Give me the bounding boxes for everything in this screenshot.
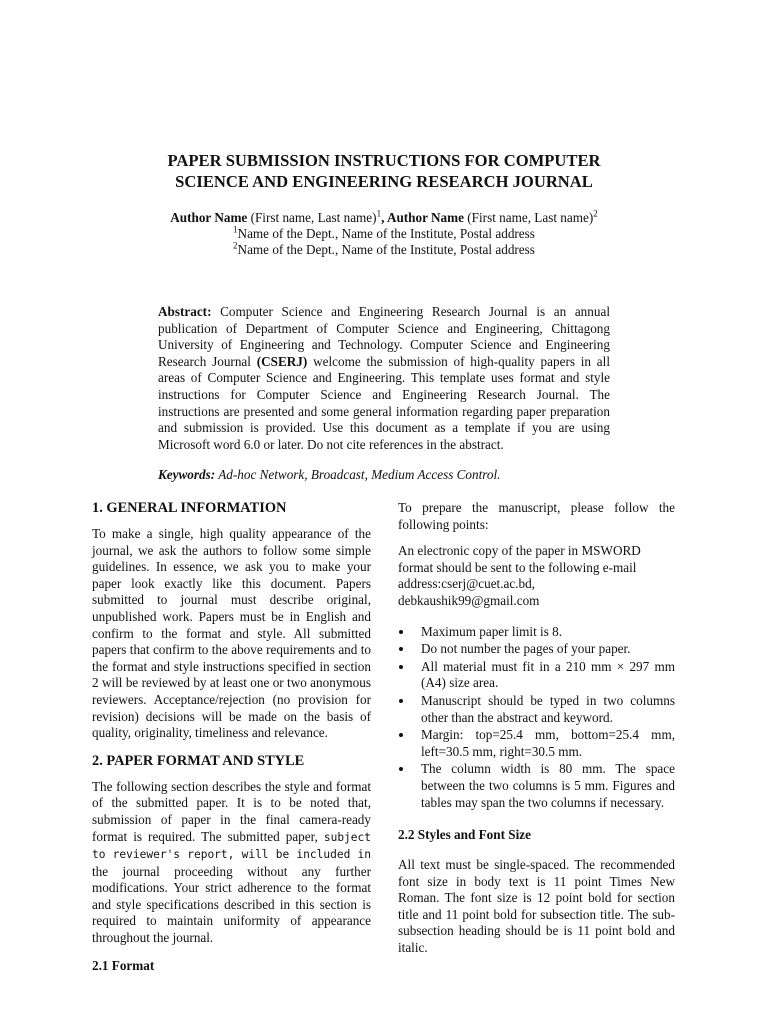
author-separator: , bbox=[381, 210, 387, 225]
abstract-acronym: (CSERJ) bbox=[256, 353, 308, 369]
abstract-text-2: welcome the submission of high-quality papers in all areas of Computer Science and Engineering. This template uses format and style instructions for Computer Science and Engineering Research Journal. The instructions are presented and some general information regarding paper preparation and submission is provided. Use this document as a template if you are using Microsoft word 6.0 or later. Do not cite references in the abstract. bbox=[158, 353, 610, 452]
list-item: Manuscript should be typed in two columns other than the abstract and keyword. bbox=[398, 693, 675, 726]
affiliation-2-text: Name of the Dept., Name of the Institute, Postal address bbox=[237, 242, 535, 257]
author-line bbox=[100, 210, 668, 226]
affiliation-2-sup: 2 bbox=[233, 240, 238, 251]
bullet-dot-icon bbox=[399, 665, 403, 669]
bullet-dot-icon bbox=[399, 699, 403, 703]
list-item: All material must fit in a 210 mm × 297 mm (A4) size area. bbox=[398, 659, 675, 692]
requirements-list bbox=[398, 624, 675, 812]
section-1-body: To make a single, high quality appearance of the journal, we ask the authors to follow some simple guidelines. In essence, we ask you to make your paper look exactly like this document. Papers submitted to journal must describe original, unpublished work. Papers must be in English and confirm to the format and style. All submitted papers that confirm to the above requirements and to the format and style instructions specified in section 2 will be reviewed by at least one or two anonymous reviewers. Acceptance/rejection (no provision for revision) decisions will be made on the basis of quality, originality, timeliness and relevance. bbox=[92, 526, 371, 741]
affiliation-2 bbox=[100, 242, 668, 258]
keywords bbox=[158, 467, 610, 484]
manuscript-intro: To prepare the manuscript, please follow the following points: bbox=[398, 500, 675, 532]
list-item: Do not number the pages of your paper. bbox=[398, 641, 675, 658]
bullet-dot-icon bbox=[399, 733, 403, 737]
author-1-name: Author Name bbox=[170, 210, 248, 225]
list-item: Maximum paper limit is 8. bbox=[398, 624, 675, 641]
author-2-hint: (First name, Last name) bbox=[463, 210, 594, 225]
list-item: The column width is 80 mm. The space between the two columns is 5 mm. Figures and tables may span the two columns if necessary. bbox=[398, 761, 675, 811]
paper-title-line-2: SCIENCE AND ENGINEERING RESEARCH JOURNAL bbox=[175, 172, 593, 191]
left-column bbox=[92, 499, 371, 974]
author-2-name: Author Name bbox=[386, 210, 464, 225]
right-column bbox=[398, 500, 675, 957]
section-2-body bbox=[92, 779, 371, 947]
section-2-heading: 2. PAPER FORMAT AND STYLE bbox=[92, 752, 305, 769]
bullet-dot-icon bbox=[399, 630, 403, 634]
affiliation-1-text: Name of the Dept., Name of the Institute, Postal address bbox=[237, 226, 535, 241]
keywords-text: Ad-hoc Network, Broadcast, Medium Access Control. bbox=[215, 467, 501, 482]
author-1-sup: 1 bbox=[376, 208, 382, 219]
electronic-copy-paragraph: An electronic copy of the paper in MSWORD format should be sent to the following e-mail address:cserj@cuet.ac.bd, debkaushik99@gmail.com bbox=[398, 543, 641, 608]
bullet-dot-icon bbox=[399, 647, 403, 651]
paper-title-line-1: PAPER SUBMISSION INSTRUCTIONS FOR COMPUTER bbox=[167, 151, 601, 170]
author-block bbox=[100, 210, 668, 258]
abstract-label: Abstract: bbox=[158, 304, 212, 319]
section-2-1-heading: 2.1 Format bbox=[92, 957, 155, 973]
paper-title bbox=[100, 150, 668, 192]
abstract-text-1: Computer Science and Engineering Research Journal is an annual publication of Department of Computer Science and Engineering, Chittagong University of Engineering and Technology. Computer Science and Engineering Research Journal bbox=[158, 304, 610, 369]
section-2-body-1: The following section describes the style and format of the submitted paper. It is to be noted that, submission of paper in the final camera-ready format is required. The submitted paper, bbox=[92, 778, 371, 844]
bullet-dot-icon bbox=[399, 767, 403, 771]
author-1-hint: (First name, Last name) bbox=[247, 210, 377, 225]
affiliation-1-sup: 1 bbox=[233, 224, 238, 235]
affiliation-1 bbox=[100, 226, 668, 242]
section-2-2-heading: 2.2 Styles and Font Size bbox=[398, 827, 531, 843]
section-2-body-2: the journal proceeding without any further modifications. Your strict adherence to the format and style specifications described in this section is required to maintain uniformity of appearance throughout the journal. bbox=[92, 863, 371, 946]
section-2-body-mono: subject to reviewer's report, will be included in bbox=[92, 830, 371, 862]
section-2-2-body: All text must be single-spaced. The recommended font size in body text is 11 point Times New Roman. The font size is 12 point bold for section title and 11 point bold for subsection title. The sub-subsection heading should be is 11 point bold and italic. bbox=[398, 857, 675, 956]
list-item: Margin: top=25.4 mm, bottom=25.4 mm, left=30.5 mm, right=30.5 mm. bbox=[398, 727, 675, 760]
keywords-label: Keywords: bbox=[158, 467, 216, 482]
section-1-heading: 1. GENERAL INFORMATION bbox=[92, 500, 287, 516]
author-2-sup: 2 bbox=[593, 208, 598, 219]
abstract bbox=[158, 304, 610, 453]
